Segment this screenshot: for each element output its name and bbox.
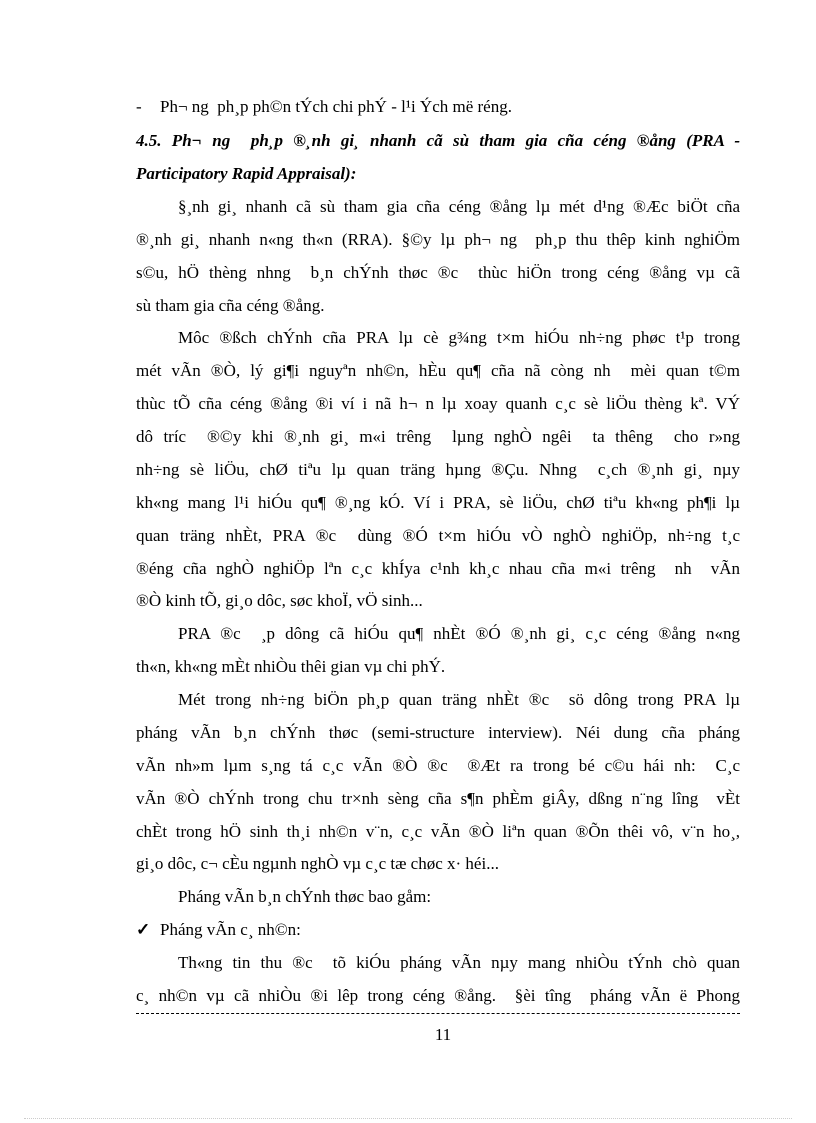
paragraph-line: th«n, kh«ng mÈt nhiÒu thêi gian vµ chi phÝ. bbox=[136, 657, 446, 676]
check-item-text: Pháng vÃn c¸ nh©n: bbox=[160, 920, 301, 939]
bullet-line bbox=[136, 96, 740, 118]
dash-bullet: - bbox=[136, 97, 142, 116]
paragraph-line: chÈt trong hÖ sinh th¸i nh©n v¨n, c¸c vÃn ®Ò liªn quan ®Õn thêi vô, v¨n ho¸, bbox=[136, 822, 740, 841]
paragraph-line: pháng vÃn b¸n chÝnh thøc (semi-structure interview). Néi dung cña pháng bbox=[136, 723, 740, 742]
footer-divider bbox=[136, 1013, 740, 1014]
bullet-text: Ph¬ ng ph¸p ph©n tÝch chi phÝ - l¹i Ých më réng. bbox=[160, 97, 512, 116]
paragraph-line: thùc tÕ cña céng ®ång ®i ví i nã h¬ n lµ xoay quanh c¸c sè liÖu thèng kª. VÝ bbox=[136, 394, 740, 413]
paragraph-line: nh÷ng sè liÖu, chØ tiªu lµ quan träng hµng ®Çu. Nhng c¸ch ®¸nh gi¸ nµy bbox=[136, 460, 740, 479]
paragraph-line: dô tríc ®©y khi ®¸nh gi¸ m«i trêng lµng nghÒ ngêi ta thêng cho r»ng bbox=[136, 427, 740, 446]
paragraph-line: gi¸o dôc, c¬ cÈu ngµnh nghÒ vµ c¸c tæ chøc x· héi... bbox=[136, 854, 499, 873]
paragraph-line: Môc ®ßch chÝnh cña PRA lµ cè g¾ng t×m hiÓu nh÷ng phøc t¹p trong bbox=[178, 328, 740, 347]
paragraph-line: Th«ng tin thu ®c tõ kiÓu pháng vÃn nµy mang nhiÒu tÝnh chò quan bbox=[178, 953, 740, 972]
page-bottom-border bbox=[24, 1118, 792, 1119]
paragraph-line: s©u, hÖ thèng nhng b¸n chÝnh thøc ®c thùc hiÖn trong céng ®ång vµ cã bbox=[136, 263, 740, 282]
paragraph-line: ®éng cña nghÒ nghiÖp lªn c¸c khÍya c¹nh kh¸c nhau cña m«i trêng nh vÃn bbox=[136, 559, 740, 578]
paragraph-line: c¸ nh©n vµ cã nhiÒu ®i lêp trong céng ®ång. §èi tîng pháng vÃn ë Phong bbox=[136, 986, 740, 1005]
paragraph-line: vÃn ®Ò chÝnh trong chu tr×nh sèng cña s¶n phÈm giÂy, dßng n¨ng lîng vÈt bbox=[136, 789, 740, 808]
paragraph-line: Pháng vÃn b¸n chÝnh thøc bao gåm: bbox=[178, 887, 432, 906]
page-number: 11 bbox=[434, 1025, 452, 1044]
paragraph-line: ®Ò kinh tÕ, gi¸o dôc, søc khoÏ, vÖ sinh... bbox=[136, 591, 423, 610]
paragraph-line: ®¸nh gi¸ nhanh n«ng th«n (RRA). §©y lµ ph¬ ng ph¸p thu thêp kinh nghiÖm bbox=[136, 230, 740, 249]
paragraph-line: PRA ®c ¸p dông cã hiÓu qu¶ nhÈt ®Ó ®¸nh gi¸ c¸c céng ®ång n«ng bbox=[178, 624, 740, 643]
section-heading-line-2: Participatory Rapid Appraisal): bbox=[136, 164, 357, 183]
paragraph-line: quan träng nhÈt, PRA ®c dùng ®Ó t×m hiÓu vÒ nghÒ nghiÖp, nh÷ng t¸c bbox=[136, 526, 740, 545]
check-item bbox=[136, 919, 740, 941]
section-heading-line-1: 4.5. Ph¬ ng ph¸p ®¸nh gi¸ nhanh cã sù tham gia cña céng ®ång (PRA - bbox=[136, 131, 740, 150]
paragraph-line: Mét trong nh÷ng biÖn ph¸p quan träng nhÈt ®c sö dông trong PRA lµ bbox=[178, 690, 740, 709]
paragraph-line: sù tham gia cña céng ®ång. bbox=[136, 296, 325, 315]
paragraph-line: kh«ng mang l¹i hiÓu qu¶ ®¸ng kÓ. Ví i PRA, sè liÖu, chØ tiªu kh«ng ph¶i lµ bbox=[136, 493, 740, 512]
paragraph-line: mét vÃn ®Ò, lý gi¶i nguyªn nh©n, hÈu qu¶ cña nã còng nh mèi quan t©m bbox=[136, 361, 740, 380]
paragraph-line: vÃn nh»m lµm s¸ng tá c¸c vÃn ®Ò ®c ®Æt ra trong bé c©u hái nh: C¸c bbox=[136, 756, 740, 775]
checkmark-icon: ✓ bbox=[136, 920, 151, 939]
paragraph-line: §¸nh gi¸ nhanh cã sù tham gia cña céng ®ång lµ mét d¹ng ®Æc biÖt cña bbox=[178, 197, 740, 216]
